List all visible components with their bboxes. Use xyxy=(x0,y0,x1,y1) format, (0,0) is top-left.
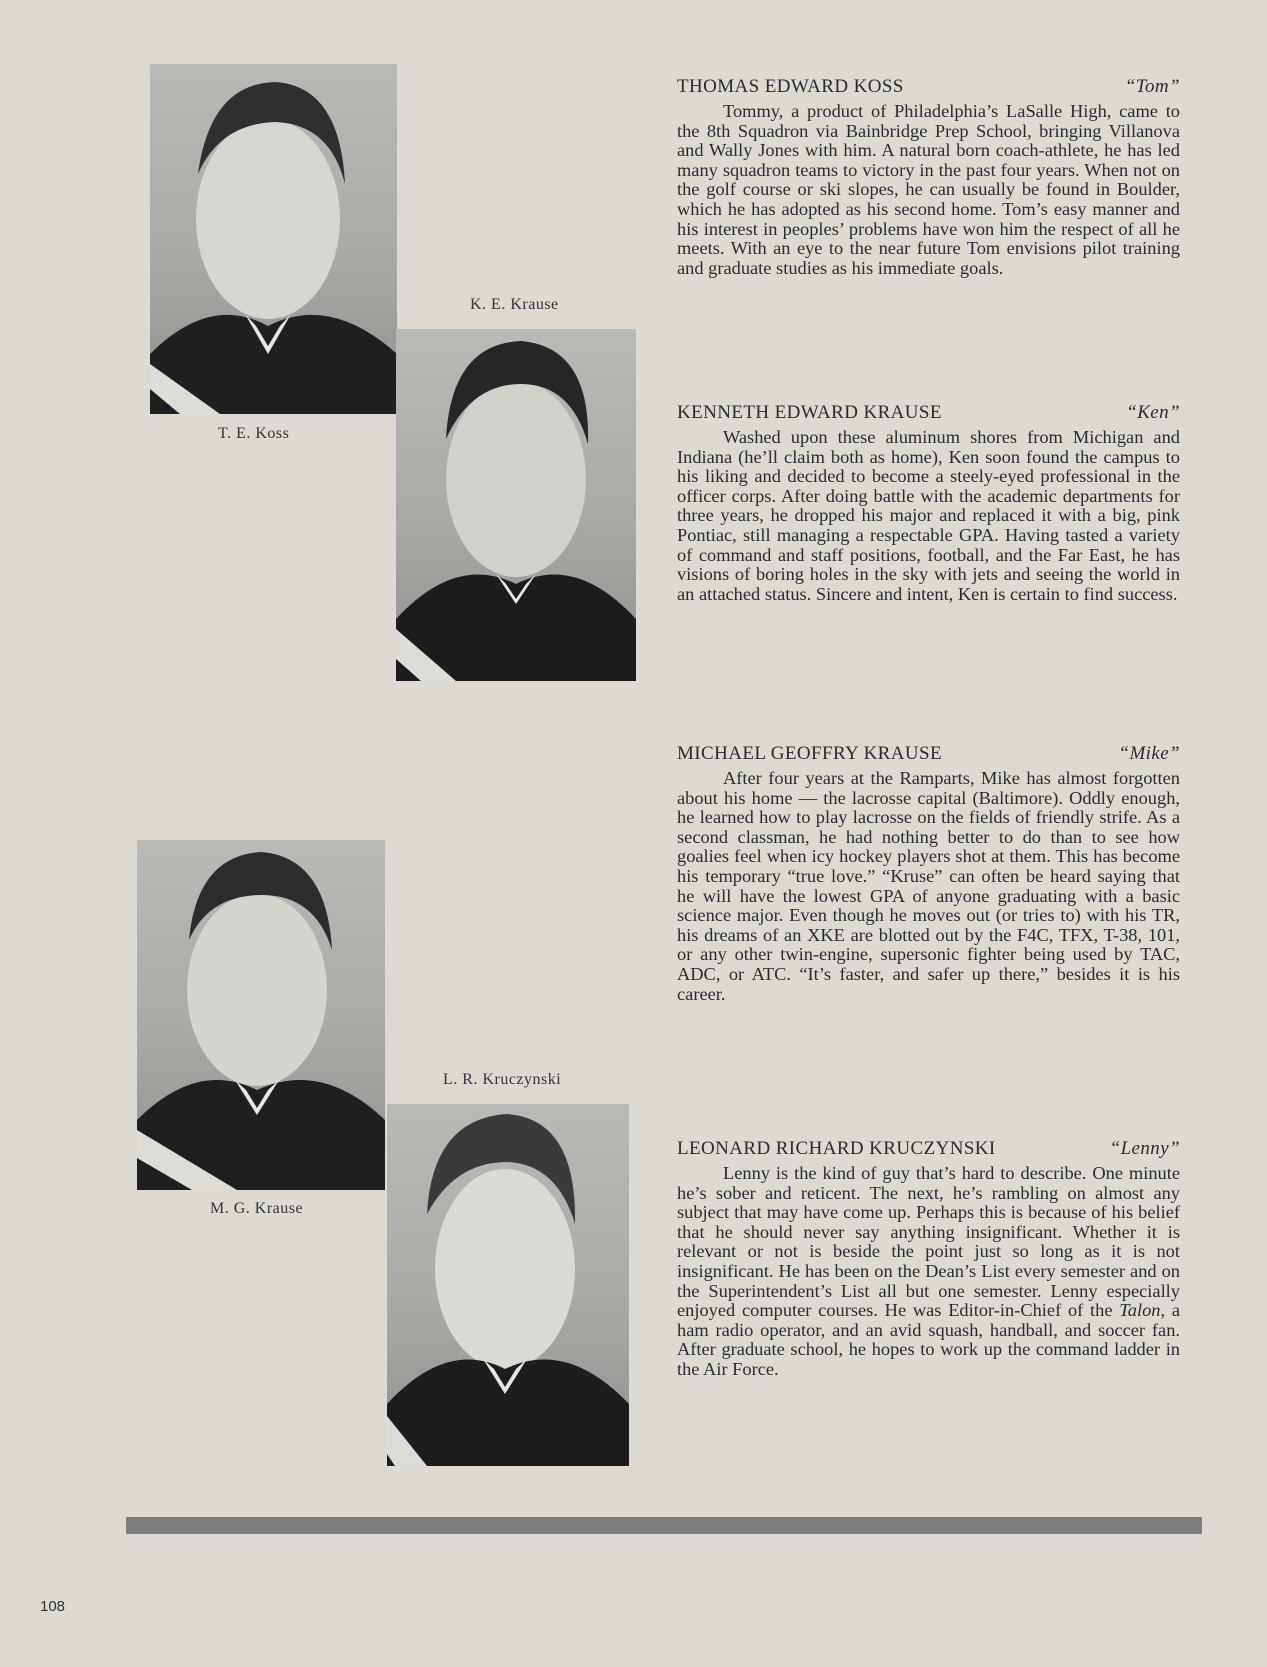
kruczynski-caption: L. R. Kruczynski xyxy=(443,1071,562,1088)
kruczynski-portrait-photo xyxy=(387,1104,629,1466)
bio-text: Tommy, a product of Philadelphia’s LaSalle High, came to the 8th Squadron via Bainbridge Prep School, bringing Villanova and Wally Jones with him. A natural born coach-athlete, he has led many squadron teams to victory in the past four years. When not on the golf course or ski slopes, he can usually be found in Boulder, which he has adopted as his second home. Tom’s easy manner and his interest in peoples’ problems have won him the respect of all he meets. With an eye to the near future Tom envisions pilot training and graduate studies as his immediate goals. xyxy=(677,101,1180,278)
footer-rule xyxy=(126,1517,1202,1534)
bio-text-part: Lenny is the kind of guy that’s hard to describe. One minute he’s sober and reticent. The next, he’s rambling on almost any subject that may have come up. Perhaps this is because of his belief that he should never say anything insignificant. Whether it is relevant or not is beside the point just so long as it is not insignificant. He has been on the Dean’s List every semester and on the Superintendent’s List all but one semester. Lenny especially enjoyed computer courses. He was Editor-in-Chief of the xyxy=(677,1163,1180,1321)
bio-heading xyxy=(677,402,1180,424)
bio-text-part: , a ham radio operator, and an avid squash, handball, and soccer fan. After graduate school, he hopes to work up the command ladder in the Air Force. xyxy=(677,1300,1181,1379)
bio-heading xyxy=(677,76,1180,98)
bio-text xyxy=(677,1164,1180,1380)
bio-nickname: “Lenny” xyxy=(1109,1138,1180,1159)
bio-nickname: “Mike” xyxy=(1118,743,1180,764)
m-krause-caption: M. G. Krause xyxy=(210,1200,304,1217)
bio-m-krause xyxy=(677,743,1180,1004)
bio-nickname: “Ken” xyxy=(1126,402,1180,423)
bio-kruczynski xyxy=(677,1138,1180,1380)
k-krause-caption: K. E. Krause xyxy=(470,296,559,313)
bio-heading xyxy=(677,1138,1180,1160)
bio-text-italic: Talon xyxy=(1119,1300,1161,1321)
bio-text: Washed upon these aluminum shores from Michigan and Indiana (he’ll claim both as home), Ken soon found the campus to his liking and decided to become a steely-eyed professional in the officer corps. After doing battle with the academic departments for three years, he dropped his major and replaced it with a big, pink Pontiac, still managing a respectable GPA. Having tasted a variety of command and staff positions, football, and the Far East, he has visions of boring holes in the sky with jets and seeing the world in an attached status. Sincere and intent, Ken is certain to find success. xyxy=(677,427,1180,604)
bio-name: LEONARD RICHARD KRUCZYNSKI xyxy=(677,1138,996,1159)
m-krause-portrait-photo xyxy=(137,840,385,1190)
k-krause-portrait-photo xyxy=(396,329,636,681)
bio-k-krause xyxy=(677,402,1180,604)
bio-nickname: “Tom” xyxy=(1124,76,1180,97)
koss-caption: T. E. Koss xyxy=(218,425,290,442)
bio-name: KENNETH EDWARD KRAUSE xyxy=(677,402,942,423)
bio-koss xyxy=(677,76,1180,278)
bio-heading xyxy=(677,743,1180,765)
bio-text: After four years at the Ramparts, Mike has almost forgotten about his home — the lacrosse capital (Baltimore). Oddly enough, he learned how to play lacrosse on the fields of friendly strife. As a second classman, he had nothing better to do than to see how goalies feel when icy hockey players shot at them. This has become his temporary “true love.” “Kruse” can often be heard saying that he will have the lowest GPA of anyone graduating with a basic science major. Even though he moves out (or tries to) with his TR, his dreams of an XKE are blotted out by the F4C, TFX, T-38, 101, or any other twin-engine, supersonic fighter being used by TAC, ADC, or ATC. “It’s faster, and safer up there,” besides it is his career. xyxy=(677,768,1180,1004)
page-number: 108 xyxy=(40,1598,66,1615)
koss-portrait-photo xyxy=(150,64,397,414)
bio-name: THOMAS EDWARD KOSS xyxy=(677,76,904,97)
bio-name: MICHAEL GEOFFRY KRAUSE xyxy=(677,743,942,764)
